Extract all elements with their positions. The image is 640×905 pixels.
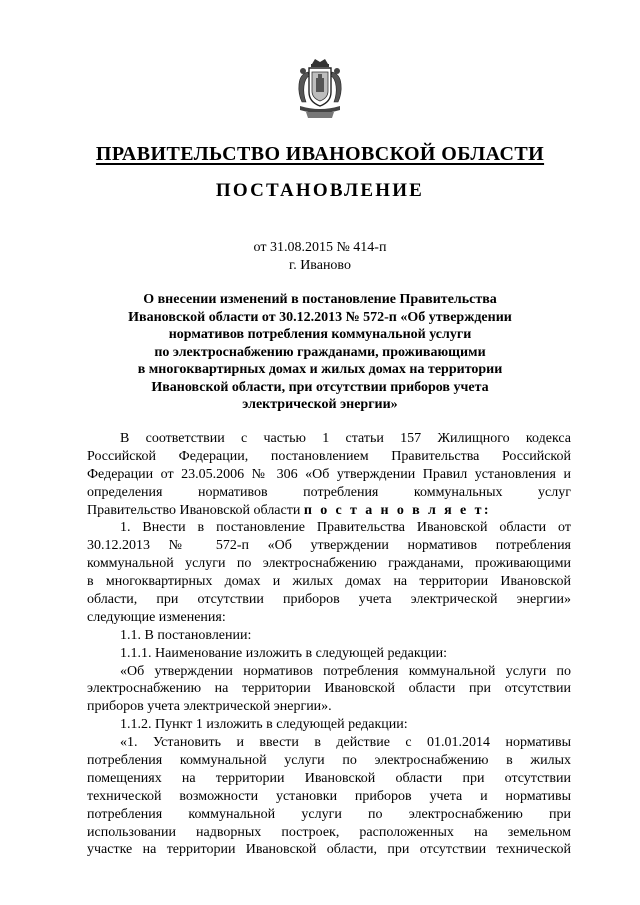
document-subject xyxy=(100,291,540,414)
body-line: 1.1.1. Наименование изложить в следующей редакции: xyxy=(120,645,447,661)
body-line: в многоквартирных домах и жилых домах на территории Ивановской xyxy=(87,574,571,590)
body-line: участке на территории Ивановской области, при отсутствии технической xyxy=(87,842,571,858)
subject-line: Ивановской области, при отсутствии приборов учета xyxy=(151,379,489,395)
body-line: следующие изменения: xyxy=(87,609,226,625)
subject-line: электрической энергии» xyxy=(242,397,398,412)
body-line: 1.1.2. Пункт 1 изложить в следующей редакции: xyxy=(120,717,408,733)
body-line-resolves xyxy=(87,502,571,520)
body-line: приборов учета электрической энергии». xyxy=(87,699,332,715)
body-line: В соответствии с частью 1 статьи 157 Жилищного кодекса xyxy=(120,431,571,446)
body-line: 1. Внести в постановление Правительства Ивановской области от xyxy=(120,520,571,536)
body-line: электроснабжению на территории Ивановской области при отсутствии xyxy=(87,681,571,697)
body-line: 30.12.2013 № 572-п «Об утверждении нормативов потребления xyxy=(87,538,571,554)
government-title: ПРАВИТЕЛЬСТВО ИВАНОВСКОЙ ОБЛАСТИ xyxy=(95,143,545,165)
subject-line: по электроснабжению гражданами, проживающими xyxy=(154,344,486,360)
body-line: потребления коммунальной услуги по электроснабжению в жилых xyxy=(87,753,571,769)
body-line: определения нормативов потребления коммунальных услуг xyxy=(87,484,571,500)
body-line: Российской Федерации, постановлением Правительства Российской xyxy=(87,448,571,464)
body-line: области, при отсутствии приборов учета электрической энергии» xyxy=(87,592,571,608)
resolves-keyword: п о с т а н о в л я е т: xyxy=(303,502,491,518)
body-line: «1. Установить и ввести в действие с 01.01.2014 нормативы xyxy=(120,735,571,751)
document-type: ПОСТАНОВЛЕНИЕ xyxy=(215,180,425,201)
document-city: г. Иваново xyxy=(289,258,351,273)
document-date-number: от 31.08.2015 № 414-п xyxy=(253,240,387,255)
body-line: технической возможности установки приборов учета и нормативы xyxy=(87,788,571,804)
subject-line: Ивановской области от 30.12.2013 № 572-п «Об утверждении xyxy=(128,309,512,325)
body-line: «Об утверждении нормативов потребления коммунальной услуги по xyxy=(120,663,571,679)
subject-line: О внесении изменений в постановление Правительства xyxy=(143,292,497,307)
body-line: потребления коммунальной услуги по электроснабжению при xyxy=(87,806,571,822)
body-line: 1.1. В постановлении: xyxy=(120,627,252,643)
body-text: Правительство Ивановской области xyxy=(87,502,301,518)
body-line: использовании надворных построек, расположенных на земельном xyxy=(87,824,571,840)
subject-line: нормативов потребления коммунальной услуги xyxy=(168,327,472,342)
body-line: коммунальной услуги по электроснабжению гражданами, проживающими xyxy=(87,556,571,572)
coat-of-arms-icon xyxy=(294,58,346,120)
body-line: помещениях на территории Ивановской области при отсутствии xyxy=(87,770,571,786)
subject-line: в многоквартирных домах и жилых домах на территории xyxy=(137,362,503,377)
body-line: Федерации от 23.05.2006 № 306 «Об утверждении Правил установления и xyxy=(87,466,571,482)
document-body xyxy=(87,430,571,859)
